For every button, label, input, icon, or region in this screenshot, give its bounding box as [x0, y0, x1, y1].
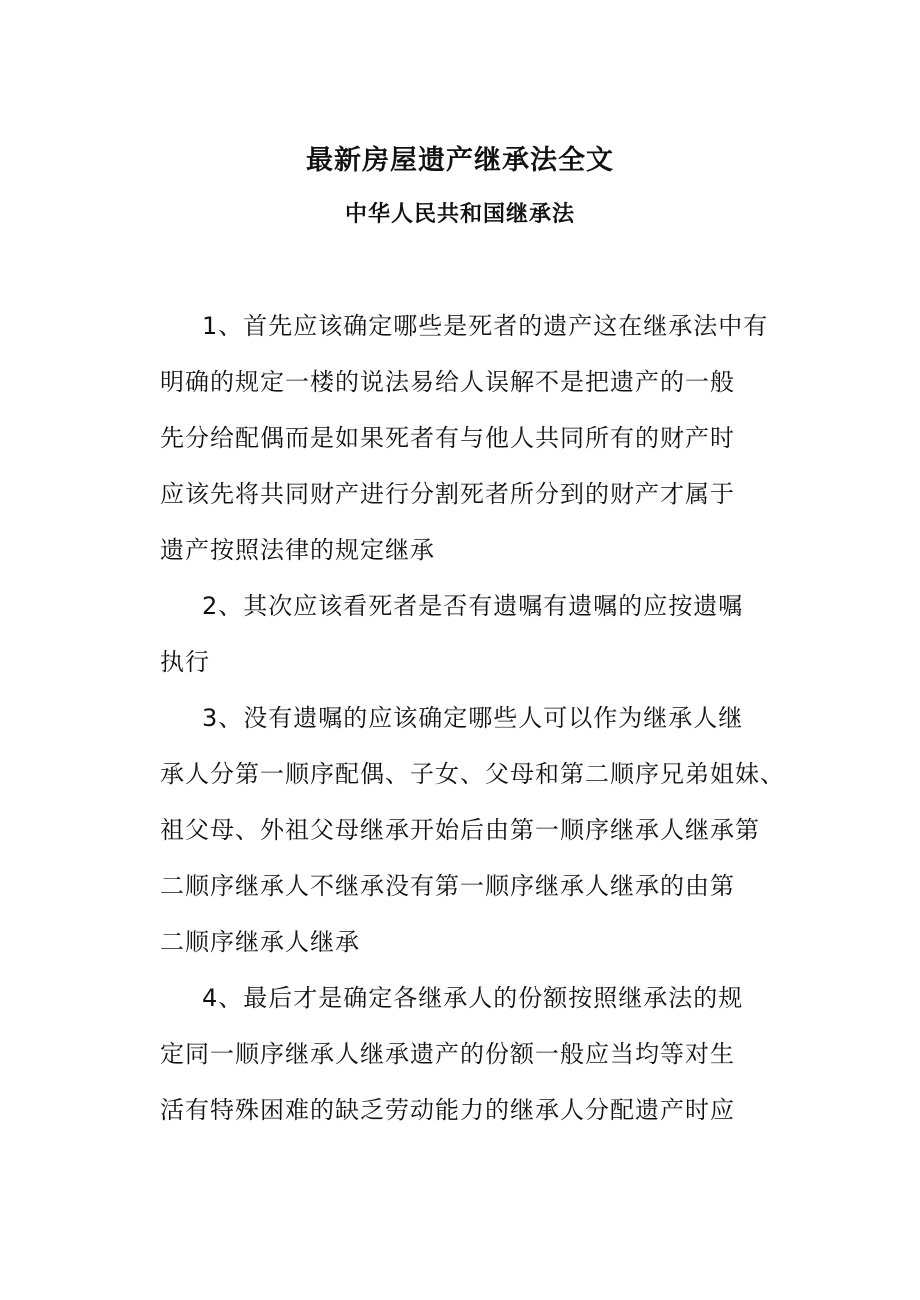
paragraph-1	[160, 304, 769, 584]
paragraph-3	[160, 696, 785, 976]
text-line: 3、没有遗嘱的应该确定哪些人可以作为继承人继	[202, 704, 744, 732]
text-line: 二顺序继承人继承	[160, 928, 360, 956]
paragraph-2	[160, 584, 760, 696]
text-line: 祖父母、外祖父母继承开始后由第一顺序继承人继承第	[160, 816, 760, 844]
text-line: 2、其次应该看死者是否有遗嘱有遗嘱的应按遗嘱	[202, 592, 744, 620]
text-line: 执行	[160, 648, 210, 676]
text-line: 4、最后才是确定各继承人的份额按照继承法的规	[202, 984, 744, 1012]
text-line: 先分给配偶而是如果死者有与他人共同所有的财产时	[160, 424, 735, 452]
text-line: 应该先将共同财产进行分割死者所分到的财产才属于	[160, 480, 735, 508]
text-line: 定同一顺序继承人继承遗产的份额一般应当均等对生	[160, 1040, 735, 1068]
text-line: 遗产按照法律的规定继承	[160, 536, 435, 564]
text-line: 1、首先应该确定哪些是死者的遗产这在继承法中有	[202, 312, 769, 340]
page-title: 最新房屋遗产继承法全文	[306, 145, 614, 176]
text-line: 二顺序继承人不继承没有第一顺序继承人继承的由第	[160, 872, 735, 900]
text-line: 活有特殊困难的缺乏劳动能力的继承人分配遗产时应	[160, 1096, 735, 1124]
paragraph-4	[160, 976, 760, 1144]
page-subtitle: 中华人民共和国继承法	[344, 202, 575, 227]
document-body	[160, 304, 785, 1144]
text-line: 明确的规定一楼的说法易给人误解不是把遗产的一般	[160, 368, 735, 396]
text-line: 承人分第一顺序配偶、子女、父母和第二顺序兄弟姐妹、	[160, 760, 785, 788]
